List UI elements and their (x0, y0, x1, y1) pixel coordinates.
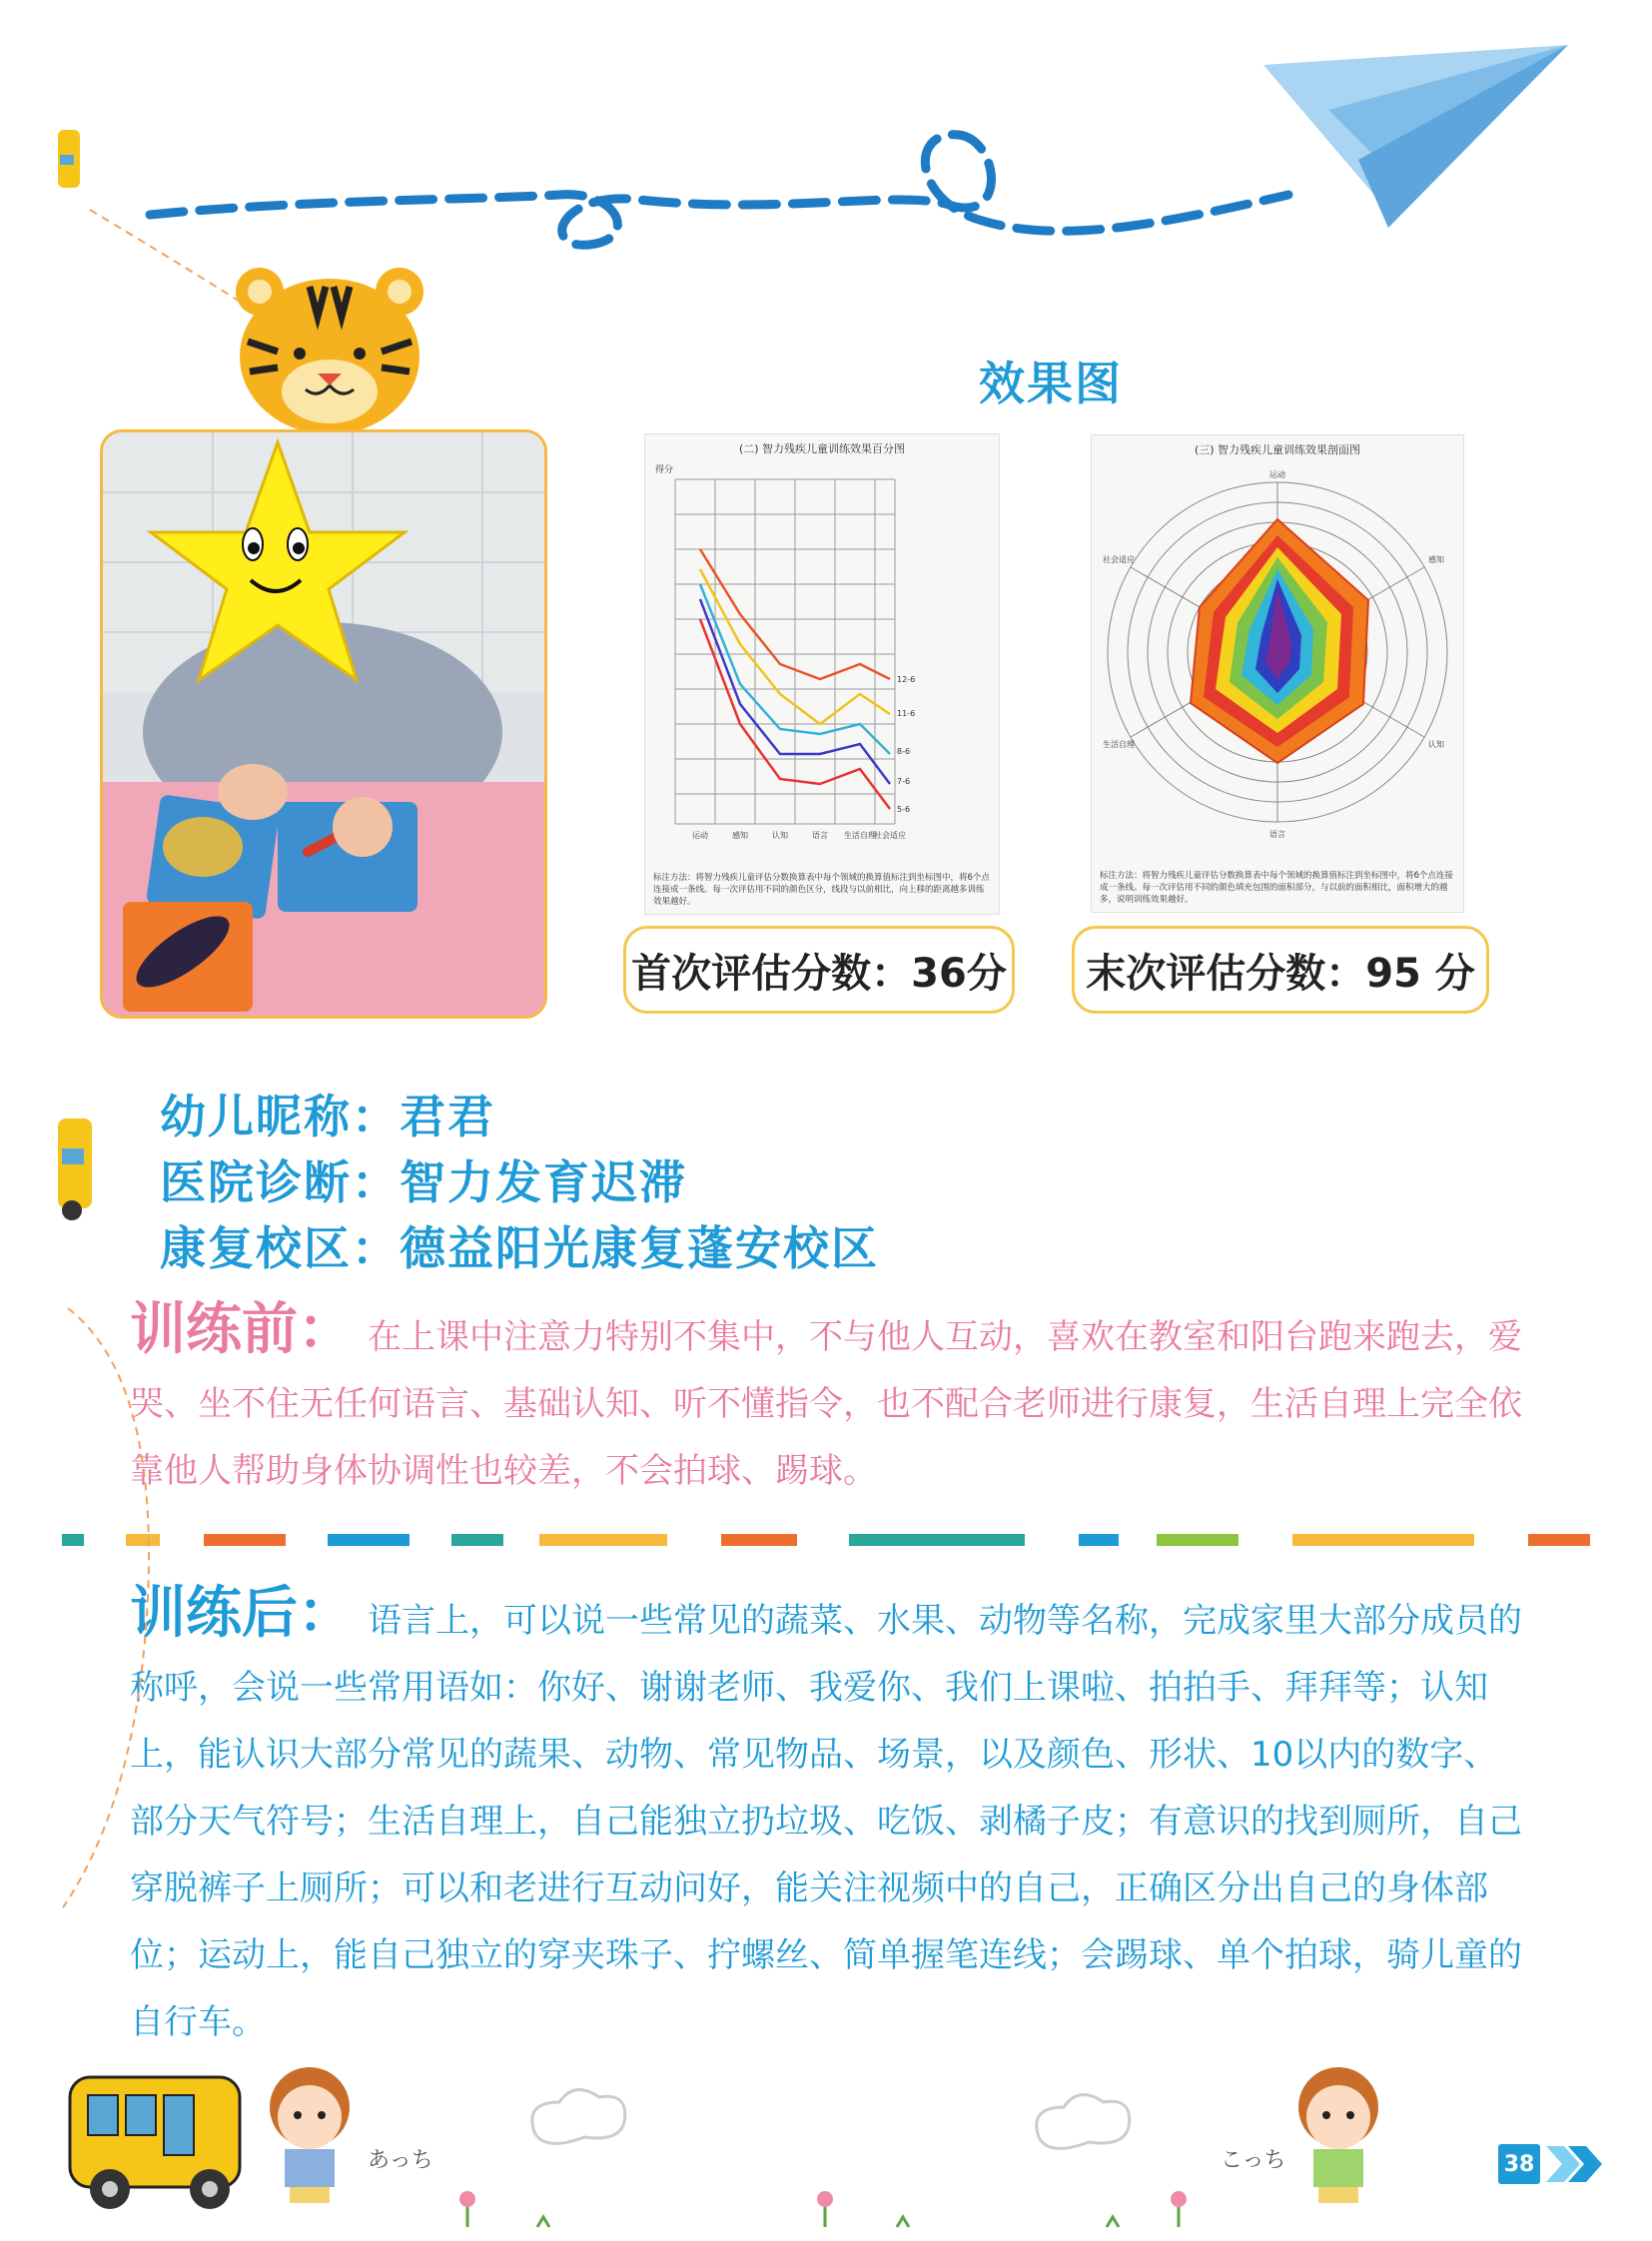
series-label: 12-6 (897, 675, 916, 684)
chart2-note: 标注方法：将智力残疾儿童评估分数换算表中每个领域的换算值标注到坐标图中，将6个点连接成一条线。每一次评估用不同的颜色填充包围的面积部分，与以前的面积相比，面积增大的越多，说明训练效果越好。 (1100, 871, 1453, 905)
chart1-title: (二) 智力残疾儿童训练效果百分图 (738, 442, 906, 455)
flower-icon (459, 2191, 1187, 2227)
radar-axis-label: 认知 (1428, 740, 1444, 749)
before-training-text: 在上课中注意力特别不集中，不与他人互动，喜欢在教室和阳台跑来跑去，爱哭、坐不住无任何语言、基础认知、听不懂指令，也不配合老师进行康复，生活自理上完全依靠他人帮助身体协调性也较差，不会拍球、踢球。 (130, 1317, 1522, 1491)
before-training-section (130, 1296, 1528, 1505)
series-label: 8-6 (897, 747, 911, 756)
radar-axis-label: 语言 (1269, 830, 1285, 839)
bottom-decoration (0, 2037, 1652, 2241)
bus-icon-edge-middle (58, 1099, 98, 1228)
after-training-section (130, 1580, 1528, 2056)
chart1-note: 标注方法：将智力残疾儿童评估分数换算表中每个领域的换算值标注到坐标图中，将6个点连接成一条线。每一次评估用不同的颜色区分，线段与以前相比，向上移的距离越多训练效果越好。 (653, 873, 990, 907)
before-training-heading: 训练前： (130, 1297, 354, 1362)
child-right-icon (1298, 2067, 1378, 2203)
chevron-right-icon (1544, 2144, 1608, 2184)
line-chart-svg (645, 454, 999, 854)
chart2-title: (三) 智力残疾儿童训练效果剖面图 (1194, 443, 1361, 456)
chart1-category: 认知 (772, 831, 788, 840)
chart1-category: 运动 (692, 831, 708, 840)
page-number: 38 (1498, 2144, 1540, 2184)
chart1-category: 社会适应 (874, 831, 906, 840)
child-photo (100, 429, 547, 1019)
photo-scene (103, 432, 544, 1016)
paper-plane-icon (1263, 45, 1568, 228)
percentage-chart-paper (645, 434, 999, 914)
chart1-category: 生活自理 (844, 831, 876, 840)
series-label: 11-6 (897, 709, 916, 718)
kana-left-label: あっち (368, 2148, 433, 2173)
cloud-icon (532, 2090, 1130, 2149)
dashed-flight-path (150, 135, 1288, 246)
chart1-ylabel: 得分 (655, 465, 674, 475)
chart1-category: 语言 (812, 831, 828, 840)
last-assessment-score: 末次评估分数：95 分 (1072, 926, 1489, 1014)
rehab-campus: 康复校区：德益阳光康复蓬安校区 (160, 1221, 879, 1275)
profile-chart-paper (1092, 435, 1463, 912)
after-training-text: 语言上，可以说一些常见的蔬菜、水果、动物等名称，完成家里大部分成员的称呼，会说一些常用语如：你好、谢谢老师、我爱你、我们上课啦、拍拍手、拜拜等；认知上，能认识大部分常见的蔬果、动物、常见物品、场景，以及颜色、形状、10以内的数字、部分天气符号；生活自理上，自己能独立扔垃圾、吃饭、剥橘子皮；有意识的找到厕所，自己穿脱裤子上厕所；可以和老进行互动问好，能关注视频中的自己，正确区分出自己的身体部位；运动上，能自己独立的穿夹珠子、拧螺丝、简单握笔连线；会踢球、单个拍球，骑儿童的自行车。 (130, 1601, 1522, 2042)
child-left-icon (270, 2067, 350, 2203)
dashed-curve-decoration (58, 1298, 178, 1917)
hospital-diagnosis: 医院诊断：智力发育迟滞 (160, 1155, 687, 1209)
radar-chart-svg (1092, 457, 1463, 847)
first-assessment-score: 首次评估分数：36分 (623, 926, 1015, 1014)
school-bus-icon (70, 2077, 240, 2209)
radar-axis-label: 感知 (1428, 555, 1444, 564)
radar-axis-label: 生活自理 (1103, 740, 1135, 749)
series-label: 5-6 (897, 805, 911, 814)
bus-icon-edge-top (58, 130, 80, 188)
kana-right-label: こっち (1221, 2148, 1286, 2173)
after-training-heading: 训练后： (130, 1581, 354, 1646)
series-label: 7-6 (897, 777, 911, 786)
chart1-category: 感知 (732, 831, 748, 840)
radar-axis-label: 运动 (1269, 470, 1285, 479)
child-nickname: 幼儿昵称：君君 (160, 1090, 495, 1143)
color-dash-divider (62, 1534, 1590, 1548)
radar-axis-label: 社会适应 (1103, 555, 1135, 564)
tiger-face-icon (230, 262, 429, 436)
effect-title: 效果图 (979, 357, 1123, 410)
